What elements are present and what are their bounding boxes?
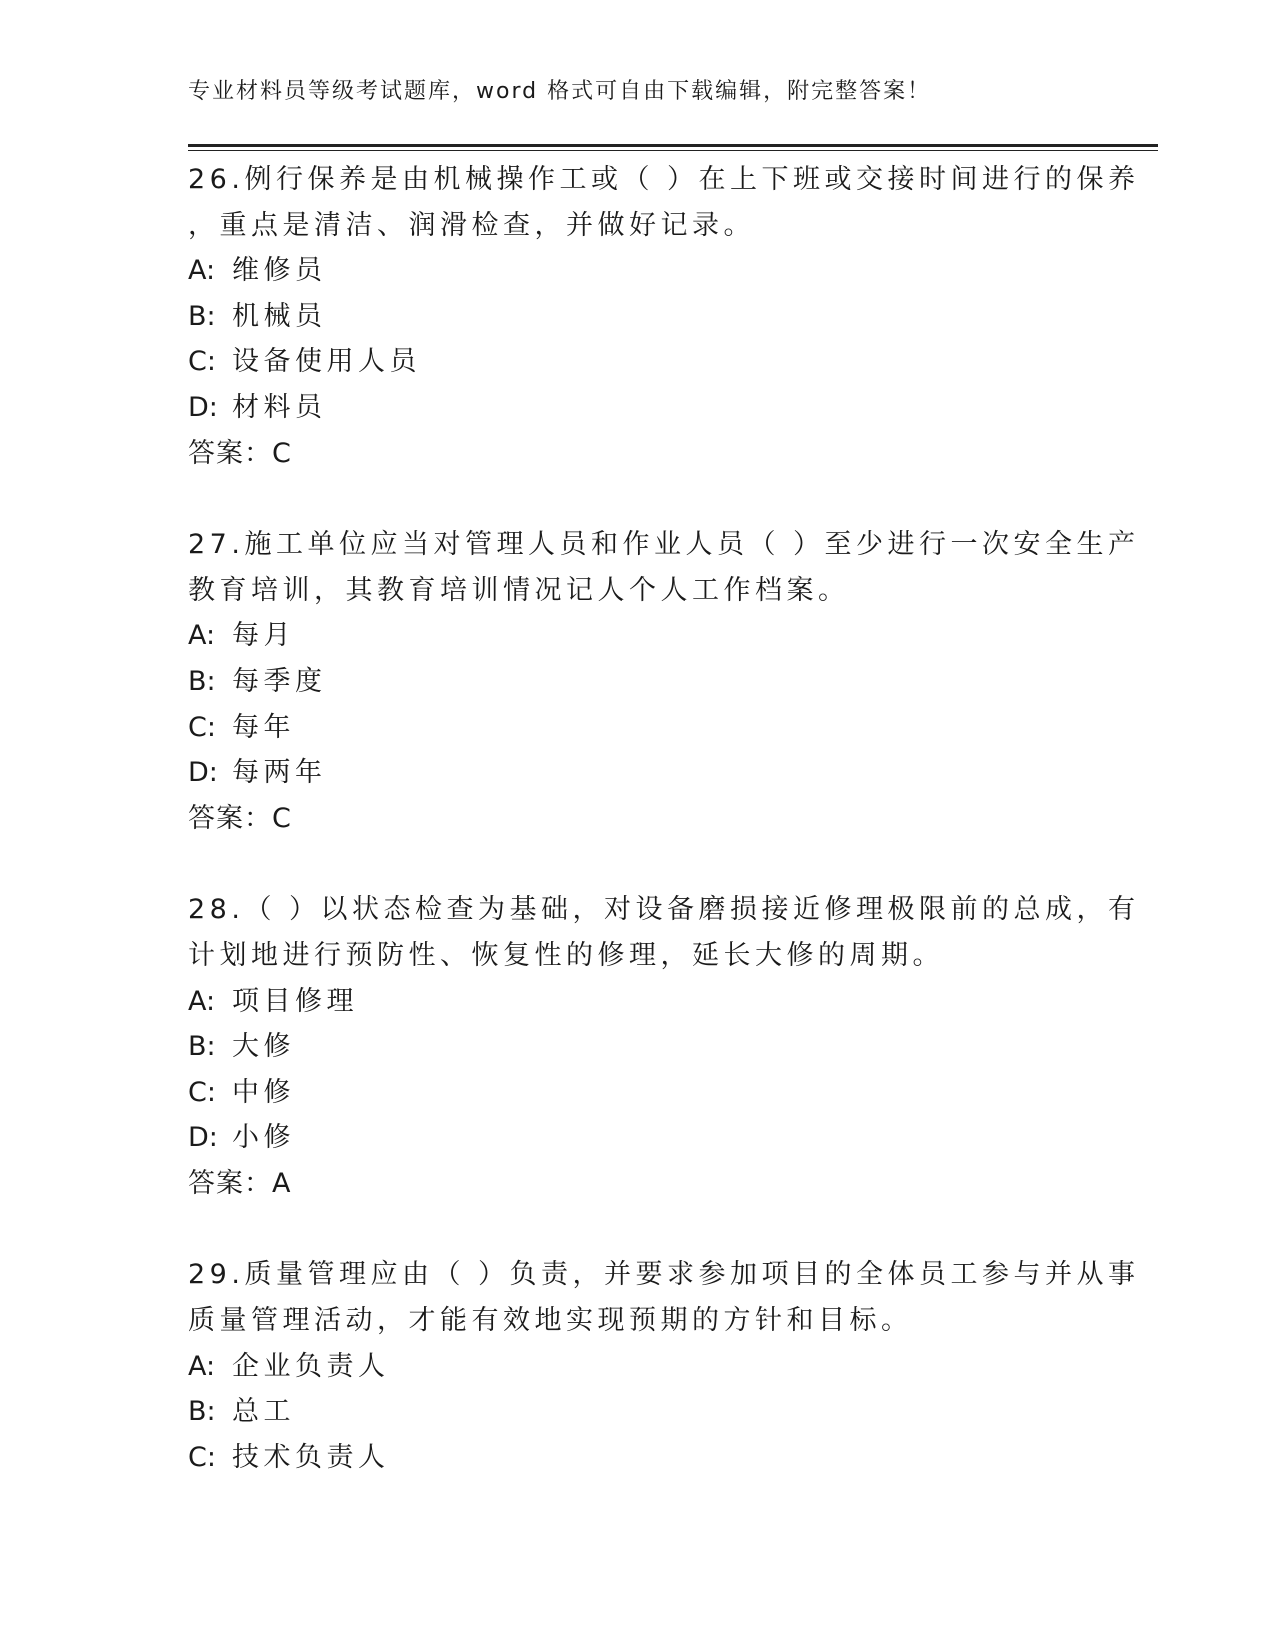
option-text: 设备使用人员 <box>232 346 421 378</box>
option-key: D: <box>188 1122 218 1154</box>
option-text: 中修 <box>232 1076 295 1108</box>
question-text-line: 教育培训，其教育培训情况记人个人工作档案。 <box>188 574 850 606</box>
option-c <box>188 339 1158 385</box>
option-b <box>188 294 1158 340</box>
option-key: B: <box>188 1031 216 1063</box>
option-b <box>188 1024 1158 1070</box>
option-a <box>188 979 1158 1025</box>
option-key: C: <box>188 346 216 378</box>
option-key: A: <box>188 255 216 287</box>
question-28 <box>188 887 1158 1206</box>
option-key: B: <box>188 1396 216 1428</box>
page-header: 专业材料员等级考试题库，word 格式可自由下载编辑，附完整答案！ <box>188 79 932 104</box>
option-a <box>188 613 1158 659</box>
option-text: 大修 <box>232 1031 295 1063</box>
option-c <box>188 1070 1158 1116</box>
option-text: 机械员 <box>232 300 327 332</box>
option-text: 材料员 <box>232 391 327 423</box>
option-a <box>188 248 1158 294</box>
option-d <box>188 1115 1158 1161</box>
option-key: C: <box>188 1441 216 1473</box>
option-text: 技术负责人 <box>232 1441 390 1473</box>
option-text: 每月 <box>232 620 295 652</box>
header-rule-thick <box>188 144 1158 147</box>
option-c <box>188 1435 1158 1481</box>
question-27 <box>188 522 1158 841</box>
option-key: C: <box>188 711 216 743</box>
question-26 <box>188 157 1158 476</box>
answer-line: 答案：C <box>188 437 292 469</box>
option-b <box>188 659 1158 705</box>
option-key: B: <box>188 665 216 697</box>
question-text-line: 28.（ ）以状态检查为基础，对设备磨损接近修理极限前的总成，有 <box>188 894 1140 926</box>
option-text: 项目修理 <box>232 985 358 1017</box>
option-a <box>188 1344 1158 1390</box>
header-rule-thin <box>188 150 1158 151</box>
question-text-line: 27.施工单位应当对管理人员和作业人员（ ）至少进行一次安全生产 <box>188 529 1140 561</box>
question-text-line: 计划地进行预防性、恢复性的修理，延长大修的周期。 <box>188 939 944 971</box>
option-text: 每年 <box>232 711 295 743</box>
question-text-line: 质量管理活动，才能有效地实现预期的方针和目标。 <box>188 1305 913 1337</box>
option-text: 每两年 <box>232 757 327 789</box>
question-text-line: 26.例行保养是由机械操作工或（ ）在上下班或交接时间进行的保养 <box>188 164 1140 195</box>
question-list <box>188 157 1158 1526</box>
option-key: A: <box>188 620 216 652</box>
option-text: 维修员 <box>232 255 327 287</box>
option-key: D: <box>188 757 218 789</box>
option-text: 企业负责人 <box>232 1350 390 1382</box>
question-29 <box>188 1252 1158 1480</box>
option-c <box>188 705 1158 751</box>
option-text: 总工 <box>232 1396 295 1428</box>
option-key: B: <box>188 300 216 332</box>
option-text: 每季度 <box>232 665 327 697</box>
option-b <box>188 1389 1158 1435</box>
answer-line: 答案：C <box>188 802 292 834</box>
option-key: A: <box>188 985 216 1017</box>
question-text-line: 29.质量管理应由（ ）负责，并要求参加项目的全体员工参与并从事 <box>188 1259 1140 1291</box>
option-d <box>188 750 1158 796</box>
option-key: D: <box>188 391 218 423</box>
option-key: A: <box>188 1350 216 1382</box>
option-text: 小修 <box>232 1122 295 1154</box>
answer-line: 答案：A <box>188 1167 292 1199</box>
option-key: C: <box>188 1076 216 1108</box>
question-text-line: ，重点是清洁、润滑检查，并做好记录。 <box>188 209 755 241</box>
option-d <box>188 385 1158 431</box>
